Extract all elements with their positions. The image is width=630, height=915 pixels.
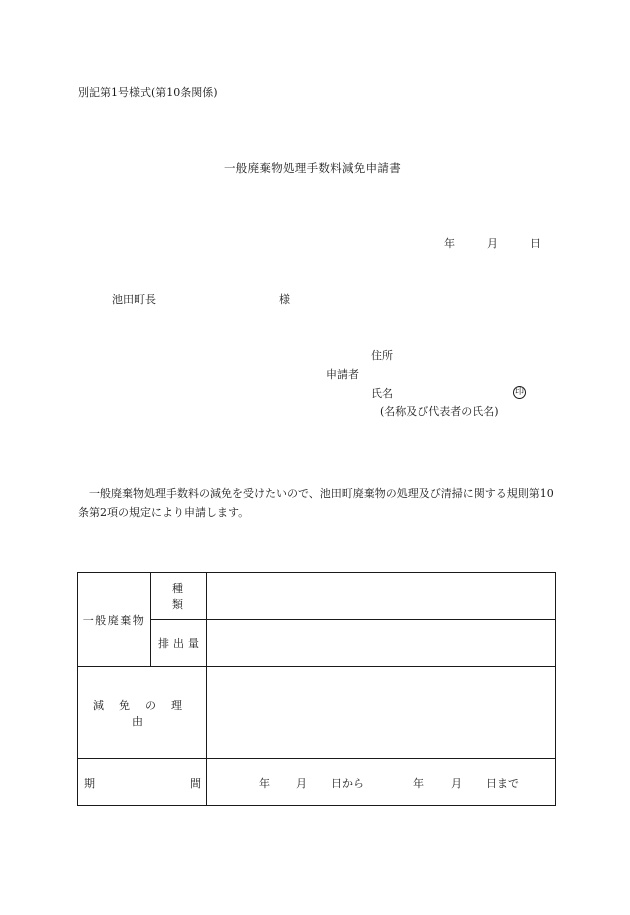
document-title: 一般廃棄物処理手数料減免申請書 (224, 161, 401, 175)
date-year: 年 (444, 237, 455, 250)
kind-field[interactable] (207, 573, 556, 620)
period-from-day: 日から (331, 777, 364, 790)
period-label: 期 間 (78, 759, 207, 806)
period-to-month: 月 (451, 777, 462, 790)
period-from-year: 年 (259, 777, 270, 790)
amount-label: 排出量 (151, 620, 207, 667)
reason-label: 減免の理由 (78, 667, 207, 759)
application-form-table (77, 572, 556, 806)
addressee-name: 池田町長 (112, 293, 156, 306)
date-line (444, 238, 541, 249)
period-to-year: 年 (413, 777, 424, 790)
amount-field[interactable] (207, 620, 556, 667)
period-field[interactable] (207, 759, 556, 806)
addressee-honorific: 様 (279, 293, 290, 306)
seal-mark-icon: 印 (514, 387, 524, 397)
category-label: 一般廃棄物 (78, 573, 151, 667)
reason-field[interactable] (207, 667, 556, 759)
date-month: 月 (487, 237, 498, 250)
address-label: 住所 (371, 349, 393, 362)
name-label: 氏名 (371, 387, 393, 400)
application-statement: 一般廃棄物処理手数料の減免を受けたいので、池田町廃棄物の処理及び清掃に関する規則第10条第2項の規定により申請します。 (78, 487, 554, 519)
kind-label: 種類 (151, 573, 207, 620)
name-note: (名称及び代表者の氏名) (380, 405, 499, 418)
form-reference: 別記第1号様式(第10条関係) (78, 86, 218, 99)
date-day: 日 (530, 237, 541, 250)
period-to-day: 日まで (486, 777, 519, 790)
period-from-month: 月 (296, 777, 307, 790)
applicant-label: 申請者 (326, 368, 359, 381)
